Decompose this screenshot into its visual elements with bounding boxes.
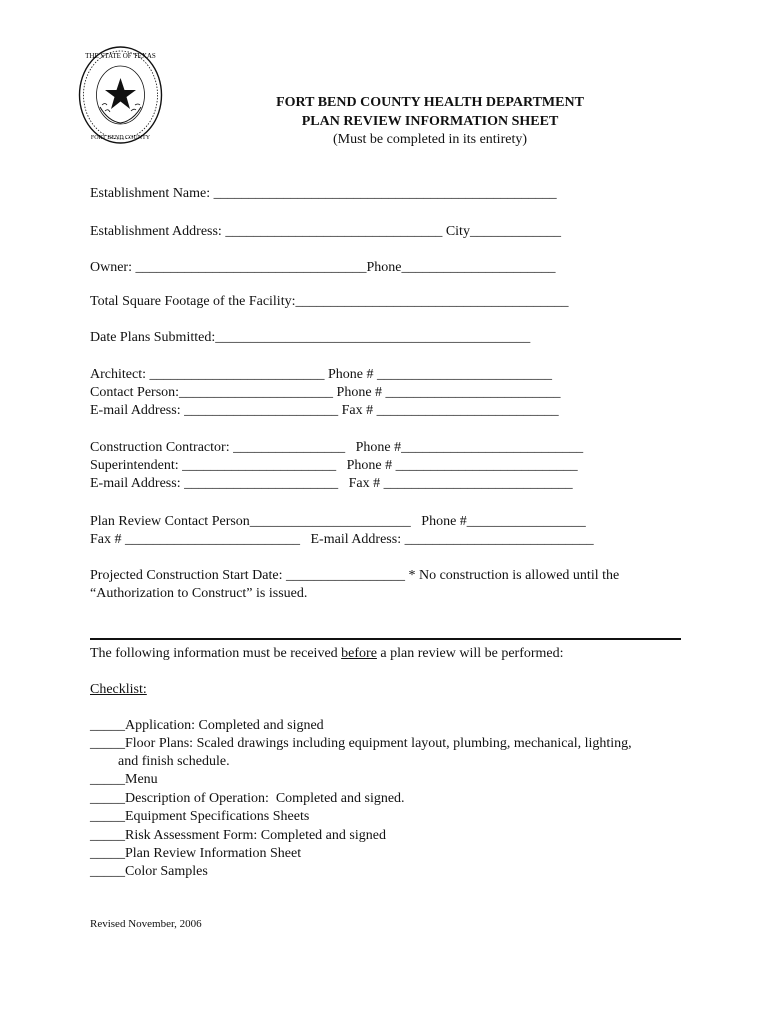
checklist-item[interactable]: _____Floor Plans: Scaled drawings including equipment layout, plumbing, mechanical, lighting, bbox=[90, 736, 632, 751]
plan-fax-field[interactable]: Fax # _________________________ E-mail Address: ___________________________ bbox=[90, 532, 594, 547]
checklist-item[interactable]: _____Risk Assessment Form: Completed and signed bbox=[90, 828, 386, 843]
header-title: PLAN REVIEW INFORMATION SHEET bbox=[301, 114, 559, 129]
contractor-email-field[interactable]: E-mail Address: ______________________ Fax # ___________________________ bbox=[90, 476, 573, 491]
superintendent-field[interactable]: Superintendent: ______________________ Phone # __________________________ bbox=[90, 458, 578, 473]
seal-top-text: THE STATE OF TEXAS bbox=[85, 52, 156, 60]
date-submitted-field[interactable]: Date Plans Submitted:_____________________________________________ bbox=[90, 330, 531, 345]
architect-contact-field[interactable]: Contact Person:______________________ Phone # _________________________ bbox=[90, 385, 561, 400]
establishment-address-field[interactable]: Establishment Address: _______________________________ City_____________ bbox=[90, 224, 561, 239]
checklist-title: Checklist: bbox=[90, 682, 147, 697]
checklist-item[interactable]: _____Description of Operation: Completed and signed. bbox=[90, 791, 405, 806]
owner-field[interactable]: Owner: _________________________________Phone______________________ bbox=[90, 260, 556, 275]
checklist-item[interactable]: _____Equipment Specifications Sheets bbox=[90, 809, 310, 824]
notice-pre: The following information must be received bbox=[90, 646, 342, 661]
checklist-item[interactable]: _____Application: Completed and signed bbox=[90, 718, 324, 733]
revision-footer: Revised November, 2006 bbox=[90, 918, 202, 930]
establishment-name-field[interactable]: Establishment Name: _________________________________________________ bbox=[90, 186, 557, 201]
header-department: FORT BEND COUNTY HEALTH DEPARTMENT bbox=[276, 95, 584, 110]
architect-field[interactable]: Architect: _________________________ Phone # _________________________ bbox=[90, 367, 552, 382]
header-instruction: (Must be completed in its entirety) bbox=[332, 132, 527, 147]
architect-email-field[interactable]: E-mail Address: ______________________ Fax # __________________________ bbox=[90, 403, 559, 418]
seal-bottom-text: FORT BEND COUNTY bbox=[90, 135, 151, 141]
start-date-note: “Authorization to Construct” is issued. bbox=[90, 586, 308, 601]
contractor-field[interactable]: Construction Contractor: ________________ Phone #__________________________ bbox=[90, 440, 584, 455]
county-seal bbox=[78, 45, 163, 145]
checklist-item-continuation: and finish schedule. bbox=[90, 754, 230, 769]
checklist-item[interactable]: _____Menu bbox=[90, 772, 158, 787]
start-date-field[interactable]: Projected Construction Start Date: _________________ * No construction is allowed until the bbox=[90, 568, 620, 583]
notice-emphasis: before bbox=[341, 646, 377, 661]
checklist-item[interactable]: _____Plan Review Information Sheet bbox=[90, 846, 302, 861]
notice-text bbox=[90, 645, 564, 662]
plan-contact-field[interactable]: Plan Review Contact Person_______________________ Phone #_________________ bbox=[90, 514, 586, 529]
square-footage-field[interactable]: Total Square Footage of the Facility:_______________________________________ bbox=[90, 294, 569, 309]
checklist-item[interactable]: _____Color Samples bbox=[90, 864, 208, 879]
notice-post: a plan review will be performed: bbox=[376, 646, 564, 661]
section-divider bbox=[90, 638, 681, 640]
